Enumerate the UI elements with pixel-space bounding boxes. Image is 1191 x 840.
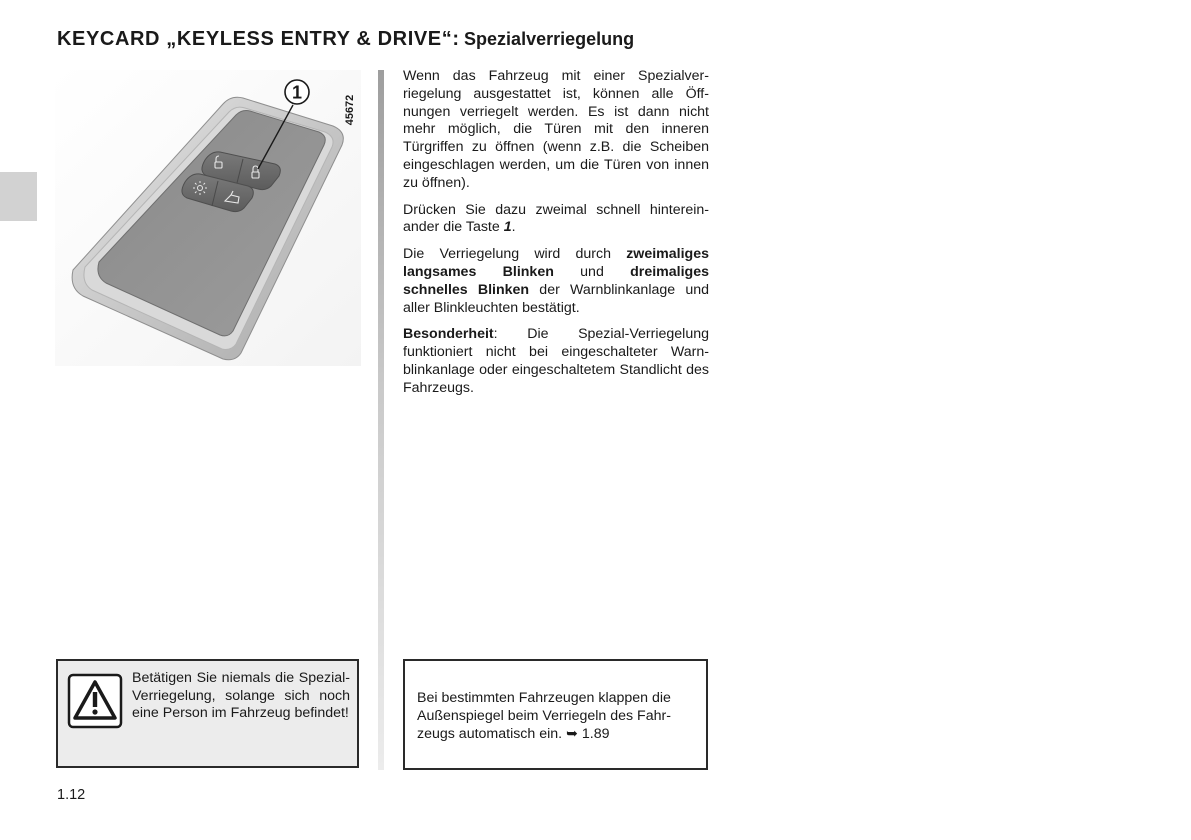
warning-text: Betätigen Sie niemals die Spezial-Verriegelung, solange sich noch eine Person im Fahrzeug befindet! <box>132 670 350 721</box>
title-sub: Spezialverriegelung <box>464 29 635 49</box>
image-code: 45672 <box>344 94 356 126</box>
note-box <box>403 659 708 770</box>
key-reference: 1 <box>503 219 512 236</box>
page-number: 1.12 <box>57 787 86 803</box>
column-divider <box>378 70 384 770</box>
paragraph-4: Besonderheit: Die Spezial-Verriegelung funktioniert nicht bei eingeschalteter Warnblinkanlage oder eingeschaltetem Standlicht des Fahrzeugs. <box>403 326 709 396</box>
paragraph-3: Die Verriegelung wird durch zweimaliges langsames Blinken und dreimaliges schnelles Blinken der Warnblinkanlage und aller Blinkleuchten bestätigt. <box>403 246 710 316</box>
page-reference[interactable]: 1.89 <box>581 725 610 742</box>
callout-number: 1 <box>291 82 303 103</box>
warning-icon <box>67 673 123 729</box>
arrow-icon: ➥ <box>566 725 578 742</box>
page-title <box>57 28 634 51</box>
section-tab <box>0 172 37 221</box>
paragraph-1: Wenn das Fahrzeug mit einer Spezialverriegelung ausgestattet ist, können alle Öffnungen verriegelt werden. Es ist dann nicht mehr möglich, die Türen mit den inneren Türgriffen zu öffnen (wenn z.B. die Scheiben eingeschlagen werden, um die Türen von innen zu öffnen). <box>403 68 709 191</box>
title-main: KEYCARD „KEYLESS ENTRY & DRIVE“: <box>57 28 460 50</box>
keycard-figure <box>55 70 361 366</box>
paragraph-2: Drücken Sie dazu zweimal schnell hintereinander die Taste 1. <box>403 201 709 236</box>
body-text <box>403 68 709 407</box>
note-text: Bei bestimmten Fahrzeugen klappen die Außenspiegel beim Verriegeln des Fahrzeugs automatisch ein. ➥ 1.89 <box>417 690 671 742</box>
warning-box <box>56 659 359 768</box>
